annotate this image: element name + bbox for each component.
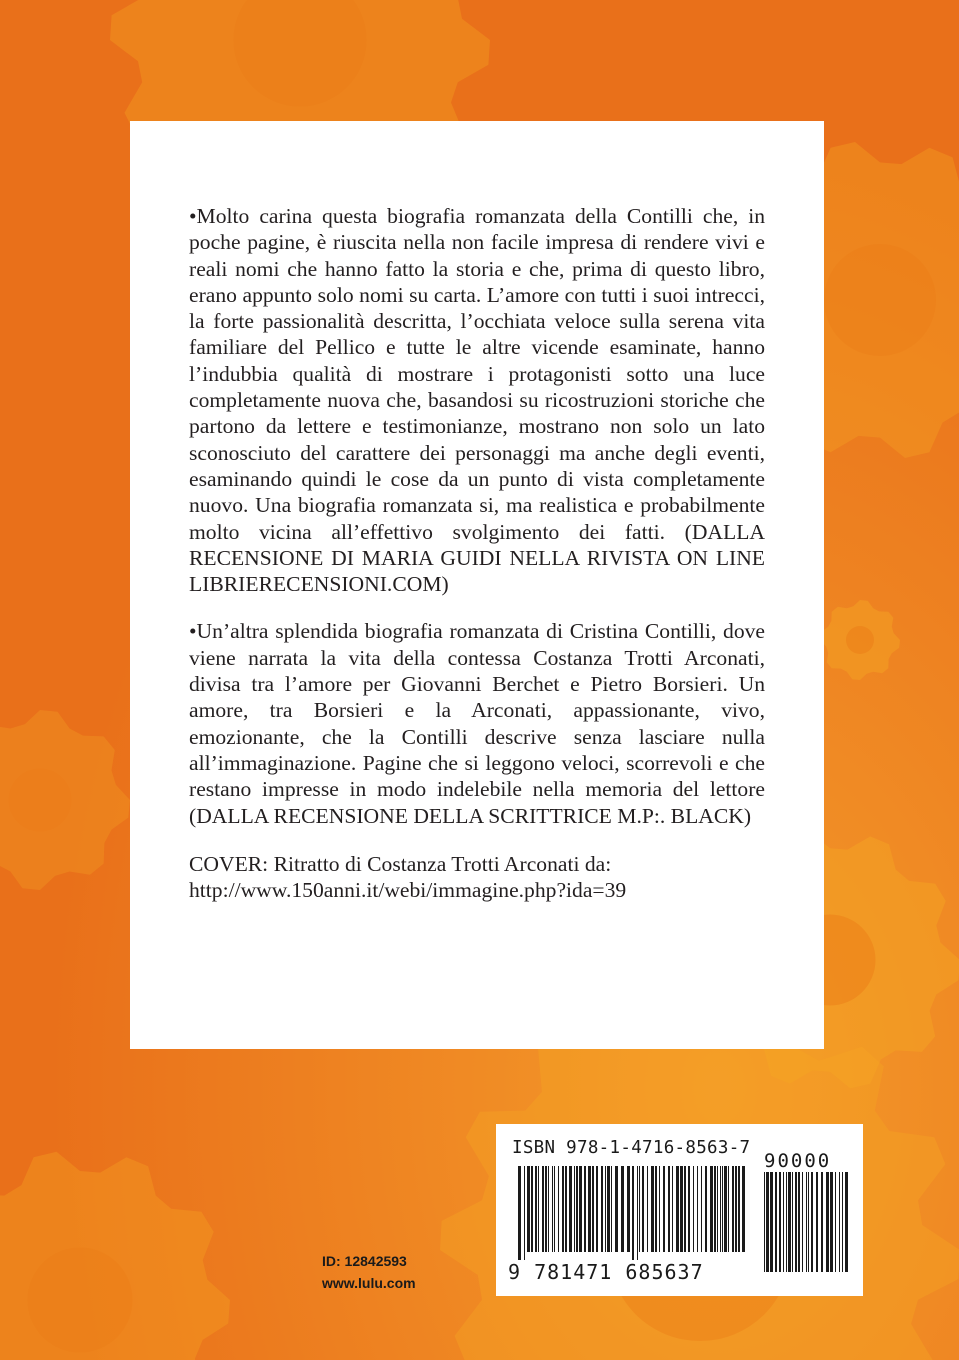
barcode-bar	[538, 1166, 539, 1252]
barcode-bar	[558, 1166, 559, 1252]
barcode-bar	[596, 1166, 598, 1252]
barcode-bar	[524, 1166, 525, 1260]
barcode-bar	[742, 1166, 745, 1252]
barcode-bar	[806, 1172, 807, 1272]
barcode-bar	[722, 1166, 723, 1252]
barcode-bar	[735, 1166, 737, 1252]
barcode-bar	[766, 1172, 769, 1272]
barcode-bar	[642, 1166, 644, 1252]
review-paragraph-2: •Un’altra splendida biografia romanzata di Cristina Contilli, dove viene narrata la vita della contessa Costanza Trotti Arconati, divisa tra l’amore per Giovanni Berchet e Pietro Borsieri. Un amore, tra Borsieri e la Arconati, appassionante, vivo, emozionante, che la Contilli descrive senza lasciare nulla all’immaginazione. Pagine che si leggono veloci, scorrevoli e che restano impresse in modo indelebile nella memoria del lettore (DALLA RECENSIONE DELLA SCRITTRICE M.P:. BLACK)	[189, 619, 765, 828]
barcode-bar	[732, 1166, 734, 1252]
barcode-bar	[579, 1166, 582, 1252]
barcode-bar	[728, 1166, 729, 1252]
barcode-bar	[588, 1166, 591, 1252]
barcode-bar	[531, 1166, 533, 1252]
barcode-bar	[627, 1166, 630, 1252]
publisher-site: www.lulu.com	[322, 1275, 416, 1291]
barcode-bar	[738, 1166, 740, 1252]
barcode-bar	[693, 1166, 694, 1252]
barcode-bar	[676, 1166, 679, 1252]
barcode-bar	[518, 1166, 521, 1260]
barcode-bar	[798, 1172, 800, 1272]
barcode-bar	[688, 1166, 690, 1252]
barcode-bar	[637, 1166, 638, 1260]
barcode-bar	[672, 1166, 673, 1252]
barcode-bar	[710, 1166, 713, 1252]
ean-bars	[518, 1166, 750, 1260]
barcode-bar	[795, 1172, 797, 1272]
barcode-bar	[714, 1166, 716, 1252]
barcode-bar	[611, 1166, 612, 1252]
barcode-bar	[842, 1172, 843, 1272]
barcode-bar	[724, 1166, 727, 1252]
barcode-bar	[651, 1166, 654, 1252]
barcode-bar	[684, 1166, 686, 1252]
barcode-bar	[788, 1172, 791, 1272]
barcode-bar	[705, 1166, 707, 1252]
isbn-barcode	[496, 1124, 863, 1296]
barcode-bar	[717, 1166, 718, 1252]
barcode-bar	[680, 1166, 683, 1252]
barcode-bar	[786, 1172, 787, 1272]
barcode-bar	[816, 1172, 818, 1272]
barcode-bar	[601, 1166, 603, 1252]
barcode-bar	[764, 1172, 765, 1272]
barcode-bar	[835, 1172, 836, 1272]
barcode-bar	[792, 1172, 793, 1272]
barcode-bar	[830, 1172, 833, 1272]
review-panel	[130, 121, 824, 1049]
barcode-bar	[639, 1166, 640, 1252]
isbn-label: ISBN 978-1-4716-8563-7	[512, 1138, 751, 1158]
barcode-bar	[576, 1166, 578, 1252]
gear-hole	[28, 1248, 133, 1353]
barcode-bar	[621, 1166, 624, 1252]
barcode-bar	[647, 1166, 648, 1252]
barcode-bar	[565, 1166, 567, 1252]
gear-hole	[824, 244, 936, 356]
barcode-bar	[605, 1166, 606, 1252]
barcode-bar	[655, 1166, 657, 1252]
barcode-bar	[615, 1166, 618, 1252]
barcode-bar	[668, 1166, 670, 1252]
addon-bars	[764, 1172, 852, 1280]
barcode-bar	[584, 1166, 586, 1252]
publisher-id: ID: 12842593	[322, 1253, 407, 1269]
barcode-bar	[770, 1172, 773, 1272]
publisher-info	[322, 1250, 416, 1294]
barcode-bar	[562, 1166, 564, 1252]
barcode-bar	[542, 1166, 544, 1252]
barcode-bar	[701, 1166, 702, 1252]
barcode-bar	[554, 1166, 555, 1252]
barcode-bar	[826, 1172, 829, 1272]
barcode-bar	[783, 1172, 784, 1272]
gear-hole	[9, 769, 72, 832]
barcode-bar	[845, 1172, 848, 1272]
barcode-bar	[720, 1166, 721, 1252]
barcode-bar	[632, 1166, 634, 1260]
addon-digits: 90000	[764, 1150, 832, 1172]
barcode-bar	[527, 1166, 530, 1252]
ean-digits: 9 781471 685637	[508, 1260, 704, 1284]
barcode-bar	[607, 1166, 610, 1252]
barcode-bar	[775, 1172, 777, 1272]
barcode-bar	[535, 1166, 537, 1252]
barcode-bar	[663, 1166, 665, 1252]
barcode-bar	[659, 1166, 660, 1252]
barcode-bar	[545, 1166, 547, 1252]
cover-credit-url: http://www.150anni.it/webi/immagine.php?ida=39	[189, 878, 627, 903]
barcode-bar	[808, 1172, 809, 1272]
barcode-bar	[569, 1166, 572, 1252]
cover-credit	[189, 851, 765, 904]
barcode-bar	[779, 1172, 781, 1272]
barcode-bar	[839, 1172, 840, 1272]
barcode-bar	[552, 1166, 553, 1252]
gear-hole	[846, 626, 874, 654]
barcode-bar	[802, 1172, 803, 1272]
barcode-bar	[821, 1172, 823, 1272]
barcode-bar	[697, 1166, 698, 1252]
barcode-bar	[811, 1172, 813, 1272]
cover-credit-text: COVER: Ritratto di Costanza Trotti Arconati da:	[189, 851, 612, 876]
barcode-bar	[548, 1166, 549, 1252]
review-paragraph-1: •Molto carina questa biografia romanzata della Contilli che, in poche pagine, è riuscita nella non facile impresa di rendere vivi e reali nomi che hanno fatto la storia e che, prima di questo libro, erano appunto solo nomi su carta. L’amore con tutti i suoi intrecci, la forte passionalità descritta, l’occhiata veloce sulla serena vita familiare del Pellico e tutte le altre vicende esaminate, hanno l’indubbia qualità di mostrare i protagonisti sotto una luce completamente nuova che, basandosi su ricostruzioni storiche che partono da lettere e testimonianze, mostrano non solo un lato sconosciuto del carattere dei personaggi ma anche degli eventi, esaminando quindi le cose da un punto di vista completamente nuovo. Una biografia romanzata si, ma realistica e probabilmente molto vicina all’effettivo svolgimento dei fatti. (DALLA RECENSIONE DI MARIA GUIDI NELLA RIVISTA ON LINE LIBRIERECENSIONI.COM)	[189, 204, 765, 597]
barcode-bar	[574, 1166, 575, 1252]
barcode-bar	[592, 1166, 594, 1252]
